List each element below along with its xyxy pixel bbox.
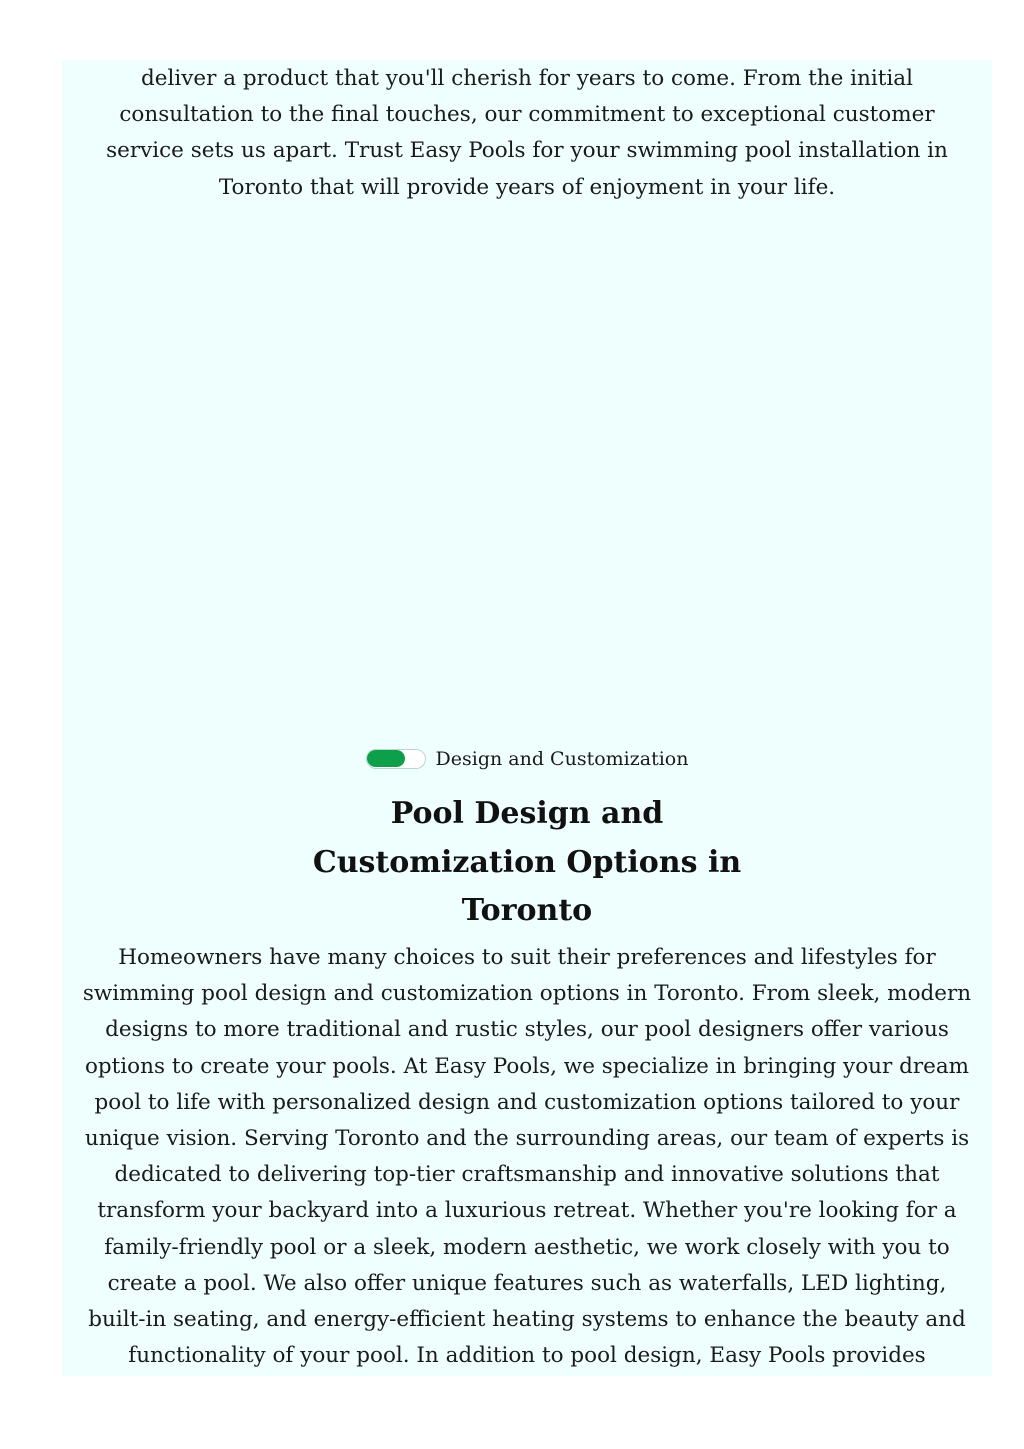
toggle-pill-fill — [367, 750, 405, 767]
content-panel — [62, 60, 992, 1376]
section-badge-label: Design and Customization — [435, 748, 689, 770]
section-heading: Pool Design and Customization Options in Toronto — [312, 796, 742, 928]
intro-paragraph: deliver a product that you'll cherish for years to come. From the initial consultation to the final touches, our commitment to exceptional customer service sets us apart. Trust Easy Pools for your swimming pool installation in Toronto that will provide years of enjoyment in your life. — [106, 66, 948, 200]
section-paragraph: Homeowners have many choices to suit their preferences and lifestyles for swimming pool design and customization options in Toronto. From sleek, modern designs to more traditional and rustic styles, our pool designers offer various options to create your pools. At Easy Pools, we specialize in bringing your dream pool to life with personalized design and customization options tailored to your unique vision. Serving Toronto and the surrounding areas, our team of experts is dedicated to delivering top-tier craftsmanship and innovative solutions that transform your backyard into a luxurious retreat. Whether you're looking for a family-friendly pool or a sleek, modern aesthetic, we work closely with you to create a pool. We also offer unique features such as waterfalls, LED lighting, built-in seating, and energy-efficient heating systems to enhance the beauty and functionality of your pool. In addition to pool design, Easy Pools provides — [82, 945, 972, 1369]
section-badge — [62, 745, 992, 773]
media-placeholder — [62, 210, 992, 730]
toggle-pill-icon — [366, 749, 426, 769]
